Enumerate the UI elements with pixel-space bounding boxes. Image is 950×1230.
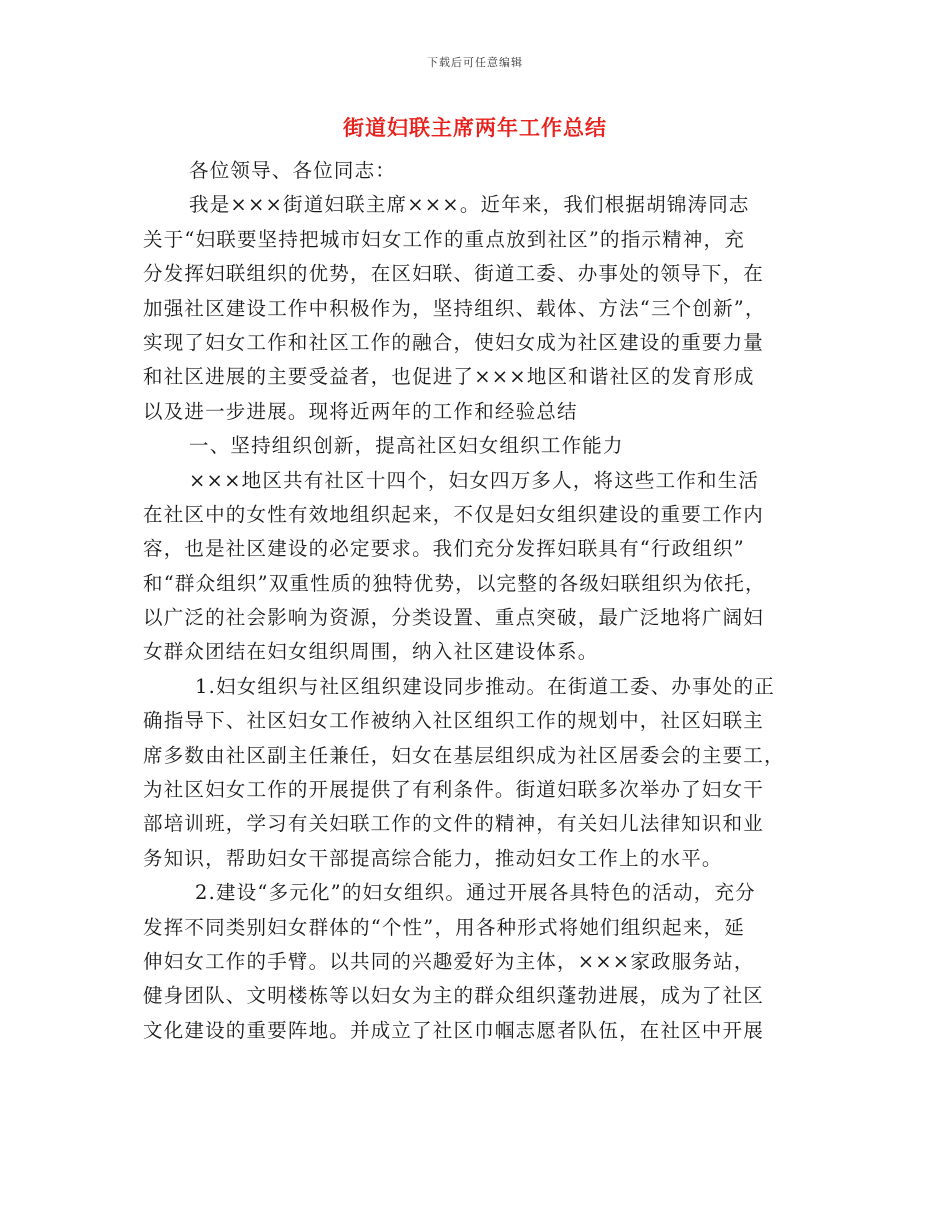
paragraph-line: 在社区中的女性有效地组织起来，不仅是妇女组织建设的重要工作内: [143, 502, 765, 526]
paragraph-line: ×××地区共有社区十四个，妇女四万多人，将这些工作和生活: [189, 468, 760, 492]
document-body: [143, 154, 803, 1048]
paragraph-line: 关于“妇联要坚持把城市妇女工作的重点放到社区”的指示精神，充: [143, 227, 745, 251]
paragraph-line: 确指导下、社区妇女工作被纳入社区组织工作的规划中，社区妇联主: [143, 709, 765, 733]
salutation-line: 各位领导、各位同志：: [189, 159, 397, 182]
paragraph-line: 容，也是社区建设的必定要求。我们充分发挥妇联具有“行政组织”: [143, 537, 745, 561]
paragraph-line: 以及进一步进展。现将近两年的工作和经验总结: [143, 399, 578, 423]
paragraph-line: 我是×××街道妇联主席×××。近年来，我们根据胡锦涛同志: [189, 193, 750, 217]
numbered-item-line: 1.妇女组织与社区组织建设同步推动。在街道工委、办事处的正: [195, 674, 775, 698]
paragraph-line: 部培训班，学习有关妇联工作的文件的精神，有关妇儿法律知识和业: [143, 812, 765, 836]
paragraph-line: 女群众团结在妇女组织周围，纳入社区建设体系。: [143, 640, 599, 664]
section-heading: 一、坚持组织创新，提高社区妇女组织工作能力: [189, 434, 624, 458]
paragraph-line: 分发挥妇联组织的优势，在区妇联、街道工委、办事处的领导下，在: [143, 262, 765, 286]
paragraph-line: 健身团队、文明楼栋等以妇女为主的群众组织蓬勃进展，成为了社区: [143, 984, 765, 1008]
paragraph-line: 发挥不同类别妇女群体的“个性”，用各种形式将她们组织起来，延: [143, 915, 745, 939]
paragraph-line: 实现了妇女工作和社区工作的融合，使妇女成为社区建设的重要力量: [143, 330, 765, 354]
document-title: 街道妇联主席两年工作总结: [343, 115, 607, 140]
paragraph-line: 和社区进展的主要受益者，也促进了×××地区和谐社区的发育形成: [143, 365, 755, 389]
paragraph-line: 文化建设的重要阵地。并成立了社区巾帼志愿者队伍，在社区中开展: [143, 1018, 765, 1042]
header-note: 下载后可任意编辑: [427, 56, 523, 69]
paragraph-line: 席多数由社区副主任兼任，妇女在基层组织成为社区居委会的主要工，: [143, 743, 785, 767]
paragraph-line: 务知识，帮助妇女干部提高综合能力，推动妇女工作上的水平。: [143, 846, 723, 870]
paragraph-line: 加强社区建设工作中积极作为，坚持组织、载体、方法“三个创新”，: [143, 296, 766, 320]
paragraph-line: 和“群众组织”双重性质的独特优势，以完整的各级妇联组织为依托，: [143, 571, 766, 595]
paragraph-line: 以广泛的社会影响为资源，分类设置、重点突破，最广泛地将广阔妇: [143, 606, 765, 630]
paragraph-line: 伸妇女工作的手臂。以共同的兴趣爱好为主体，×××家政服务站，: [143, 949, 755, 973]
numbered-item-line: 2.建设“多元化”的妇女组织。通过开展各具特色的活动，充分: [195, 881, 756, 905]
paragraph-line: 为社区妇女工作的开展提供了有利条件。街道妇联多次举办了妇女干: [143, 778, 765, 802]
